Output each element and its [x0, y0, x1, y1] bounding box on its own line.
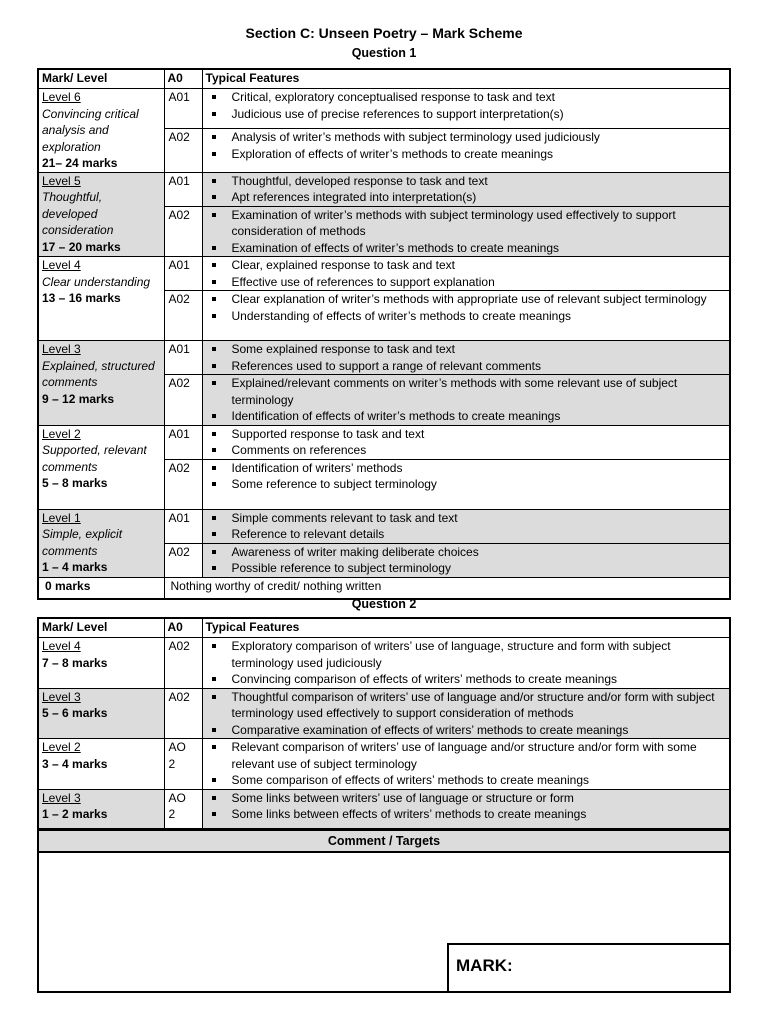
ao-code: A01 [164, 257, 202, 291]
feature-item: Thoughtful, developed response to task and text [206, 173, 727, 190]
feature-item: Supported response to task and text [206, 426, 727, 443]
table-row [38, 739, 730, 790]
mark-box[interactable] [447, 943, 731, 993]
features-cell [202, 341, 730, 375]
features-cell [202, 375, 730, 426]
features-cell [202, 425, 730, 459]
feature-item: Some comparison of effects of writers’ methods to create meanings [206, 772, 727, 789]
question-2-mark-table [37, 617, 731, 830]
comment-targets-box[interactable] [37, 829, 731, 993]
feature-item: Identification of effects of writer’s methods to create meanings [206, 408, 727, 425]
level-cell [38, 638, 164, 689]
feature-item: Critical, exploratory conceptualised response to task and text [206, 89, 727, 106]
level-cell [38, 172, 164, 257]
feature-item: Analysis of writer’s methods with subject terminology used judiciously [206, 129, 727, 146]
level-marks: 9 – 12 marks [42, 391, 115, 406]
features-cell [202, 172, 730, 206]
level-name: Level 4 [42, 639, 81, 653]
feature-item: Exploration of effects of writer’s methods to create meanings [206, 146, 727, 163]
table-row [38, 638, 730, 689]
features-cell [202, 509, 730, 543]
table-row [38, 257, 730, 291]
level-marks: 21– 24 marks [42, 156, 118, 170]
level-description: Thoughtful, developed consideration [42, 190, 114, 237]
ao-code: A02 [164, 543, 202, 577]
level-description: Explained, structured comments [42, 358, 155, 389]
feature-item: References used to support a range of relevant comments [206, 358, 727, 375]
feature-item: Some explained response to task and text [206, 341, 727, 358]
level-marks: 5 – 6 marks [42, 706, 108, 720]
question-2-heading: Question 2 [351, 597, 417, 611]
feature-item: Some links between writers’ use of language or structure or form [206, 790, 727, 807]
feature-item: Exploratory comparison of writers’ use of language, structure and form with subject terminology used judiciously [206, 638, 727, 671]
feature-item: Understanding of effects of writer’s methods to create meanings [206, 308, 727, 325]
ao-code: A02 [164, 291, 202, 341]
question-1-heading: Question 1 [351, 46, 417, 60]
feature-item: Simple comments relevant to task and text [206, 510, 727, 527]
question-1-mark-table [37, 68, 731, 600]
level-marks: 7 – 8 marks [42, 655, 108, 670]
ao-code: A02 [164, 206, 202, 257]
table-row [38, 789, 730, 829]
table-header-row [38, 618, 730, 638]
feature-item: Judicious use of precise references to support interpretation(s) [206, 106, 727, 123]
features-cell [202, 459, 730, 509]
table-row [38, 172, 730, 206]
column-header: Mark/ Level [38, 618, 164, 638]
ao-code: AO 2 [164, 739, 202, 790]
level-description: Convincing critical analysis and exploration [42, 106, 139, 154]
features-cell [202, 206, 730, 257]
feature-item: Explained/relevant comments on writer’s methods with some relevant use of subject terminology [206, 375, 727, 408]
ao-code: A01 [164, 172, 202, 206]
level-marks: 13 – 16 marks [42, 291, 121, 305]
comment-targets-header: Comment / Targets [39, 831, 729, 853]
level-cell [38, 89, 164, 173]
level-cell [38, 425, 164, 509]
ao-code: A01 [164, 509, 202, 543]
feature-item: Possible reference to subject terminology [206, 560, 727, 577]
ao-code: A02 [164, 688, 202, 739]
ao-code: A01 [164, 341, 202, 375]
table-row [38, 89, 730, 129]
features-cell [202, 257, 730, 291]
level-marks: 5 – 8 marks [42, 476, 108, 490]
features-cell [202, 291, 730, 341]
level-cell [38, 257, 164, 341]
ao-code: A02 [164, 459, 202, 509]
level-name: Level 3 [42, 689, 81, 704]
level-name: Level 2 [42, 740, 81, 754]
zero-marks-label: 0 marks [38, 577, 164, 599]
features-cell [202, 543, 730, 577]
feature-item: Thoughtful comparison of writers’ use of language and/or structure and/or form with subject terminology used effectively to support consideration of methods [206, 689, 727, 722]
level-description: Simple, explicit comments [42, 527, 123, 558]
column-header: A0 [164, 69, 202, 89]
page-title: Section C: Unseen Poetry – Mark Scheme [245, 25, 523, 41]
table-row [38, 509, 730, 543]
level-name: Level 3 [42, 342, 81, 356]
feature-item: Identification of writers’ methods [206, 460, 727, 477]
level-description: Clear understanding [42, 274, 151, 289]
feature-item: Some reference to subject terminology [206, 476, 727, 493]
level-description: Supported, relevant comments [42, 443, 147, 474]
level-name: Level 4 [42, 258, 81, 272]
feature-item: Examination of effects of writer’s methods to create meanings [206, 240, 727, 257]
level-name: Level 5 [42, 173, 81, 188]
feature-item: Apt references integrated into interpretation(s) [206, 189, 727, 206]
features-cell [202, 638, 730, 689]
feature-item: Examination of writer’s methods with subject terminology used effectively to support consideration of methods [206, 207, 727, 240]
mark-label: MARK: [456, 956, 513, 975]
level-marks: 1 – 2 marks [42, 807, 108, 821]
level-name: Level 6 [42, 90, 81, 104]
table-header-row [38, 69, 730, 89]
features-cell [202, 129, 730, 172]
feature-item: Clear, explained response to task and text [206, 257, 727, 274]
column-header: Typical Features [202, 618, 730, 638]
level-cell [38, 509, 164, 577]
level-name: Level 2 [42, 426, 81, 441]
column-header: Mark/ Level [38, 69, 164, 89]
feature-item: Reference to relevant details [206, 526, 727, 543]
level-name: Level 3 [42, 790, 81, 805]
zero-marks-text: Nothing worthy of credit/ nothing written [164, 577, 730, 599]
level-marks: 3 – 4 marks [42, 756, 108, 771]
features-cell [202, 688, 730, 739]
column-header: Typical Features [202, 69, 730, 89]
ao-code: A01 [164, 89, 202, 129]
ao-code: A02 [164, 129, 202, 172]
table-row [38, 577, 730, 599]
level-cell [38, 688, 164, 739]
column-header: A0 [164, 618, 202, 638]
ao-code: AO 2 [164, 789, 202, 829]
table-row [38, 425, 730, 459]
level-cell [38, 739, 164, 790]
feature-item: Convincing comparison of effects of writers’ methods to create meanings [206, 671, 727, 688]
feature-item: Clear explanation of writer’s methods with appropriate use of relevant subject terminology [206, 291, 727, 308]
feature-item: Relevant comparison of writers’ use of language and/or structure and/or form with some relevant use of subject terminology [206, 739, 727, 772]
ao-code: A01 [164, 425, 202, 459]
level-cell [38, 341, 164, 426]
feature-item: Comparative examination of effects of writers’ methods to create meanings [206, 722, 727, 739]
features-cell [202, 739, 730, 790]
feature-item: Effective use of references to support explanation [206, 274, 727, 291]
level-marks: 1 – 4 marks [42, 560, 108, 574]
table-row [38, 688, 730, 739]
level-name: Level 1 [42, 510, 81, 525]
ao-code: A02 [164, 638, 202, 689]
feature-item: Some links between effects of writers’ methods to create meanings [206, 806, 727, 823]
level-marks: 17 – 20 marks [42, 239, 121, 254]
feature-item: Awareness of writer making deliberate choices [206, 544, 727, 561]
ao-code: A02 [164, 375, 202, 426]
level-cell [38, 789, 164, 829]
features-cell [202, 89, 730, 129]
feature-item: Comments on references [206, 442, 727, 459]
features-cell [202, 789, 730, 829]
table-row [38, 341, 730, 375]
